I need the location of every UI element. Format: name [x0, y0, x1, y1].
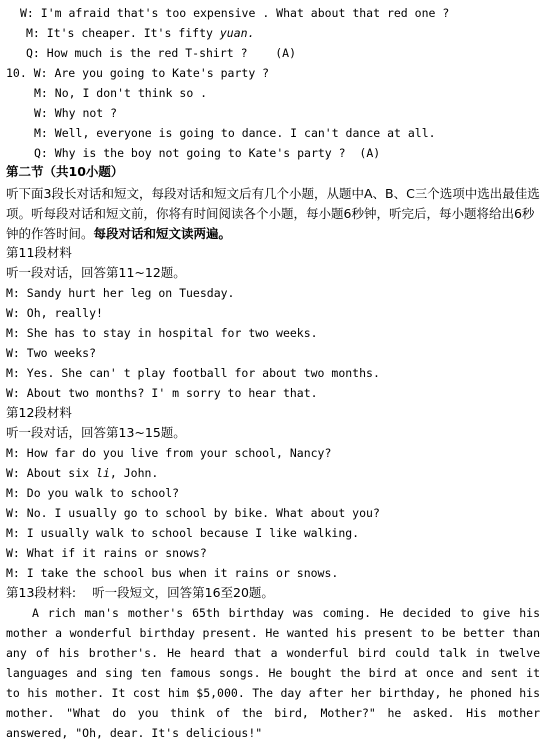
m12-title: 第12段材料 [6, 405, 72, 420]
section2-heading: 第二节（共10小题） [6, 164, 124, 179]
m12-line: M: Do you walk to school? [6, 486, 180, 500]
q9-m-line [26, 26, 255, 40]
m12-line2-rest: , John. [109, 466, 159, 480]
q10-w-line: 10. W: Are you going to Kate's party ? [6, 66, 270, 80]
m11-prompt: 听一段对话，回答第11~12题。 [6, 265, 186, 280]
m12-line: W: What if it rains or snows? [6, 546, 207, 560]
m12-line: W: No. I usually go to school by bike. What about you? [6, 506, 380, 520]
q9-w-line: W: I'm afraid that's too expensive . What about that red one ? [20, 6, 450, 20]
section2-instructions-bold: 每段对话和短文读两遍。 [93, 226, 232, 241]
m11-line: W: Oh, really! [6, 306, 103, 320]
m13-prompt: 听一段短文，回答第16至20题。 [92, 585, 274, 600]
q9-m-currency: yuan. [219, 26, 255, 40]
q10-m2: M: Well, everyone is going to dance. I can't dance at all. [34, 126, 436, 140]
m12-line: M: I take the school bus when it rains or snows. [6, 566, 339, 580]
q10-question: Q: Why is the boy not going to Kate's party ? (A) [34, 146, 381, 160]
m12-line: M: How far do you live from your school, Nancy? [6, 446, 332, 460]
q9-question: Q: How much is the red T-shirt ? (A) [26, 46, 297, 60]
m11-line: M: Yes. She can' t play football for about two months. [6, 366, 380, 380]
q10-w2: W: Why not ? [34, 106, 118, 120]
section2-instructions [6, 184, 542, 244]
q10-m1: M: No, I don't think so . [34, 86, 208, 100]
m11-line: W: About two months? I' m sorry to hear that. [6, 386, 318, 400]
m13-title: 第13段材料: [6, 585, 77, 600]
m11-line: W: Two weeks? [6, 346, 97, 360]
m12-line [6, 466, 158, 480]
section2-instructions-text: 听下面3段长对话和短文，每段对话和短文后有几个小题，从题中A、B、C三个选项中选出最佳选项。听每段对话和短文前，你将有时间阅读各个小题，每小题6秒钟，听完后，每小题将给出6秒钟的作答时间。 [6, 186, 540, 241]
q9-m-text: M: It's cheaper. It's fifty [26, 26, 220, 40]
m12-prompt: 听一段对话，回答第13~15题。 [6, 425, 186, 440]
m11-title: 第11段材料 [6, 245, 72, 260]
m11-line: M: She has to stay in hospital for two weeks. [6, 326, 318, 340]
m13-passage: A rich man's mother's 65th birthday was coming. He decided to give his mother a wonderful birthday present. He wanted his present to be better than any of his brother's. He heard that a wonderful bird could talk in twelve languages and sing ten famous songs. He bought the bird at once and sent it to his mother. It cost him $5,000. The day after her birthday, he phoned his mother. "What do you think of the bird, Mother?" he asked. His mother answered, "Oh, dear. It's delicious!" [6, 606, 540, 740]
m13-heading [6, 585, 274, 600]
m11-line: M: Sandy hurt her leg on Tuesday. [6, 286, 235, 300]
m12-line: M: I usually walk to school because I like walking. [6, 526, 360, 540]
m12-line2-unit: li [96, 466, 110, 480]
m12-line2-text: W: About six [6, 466, 97, 480]
